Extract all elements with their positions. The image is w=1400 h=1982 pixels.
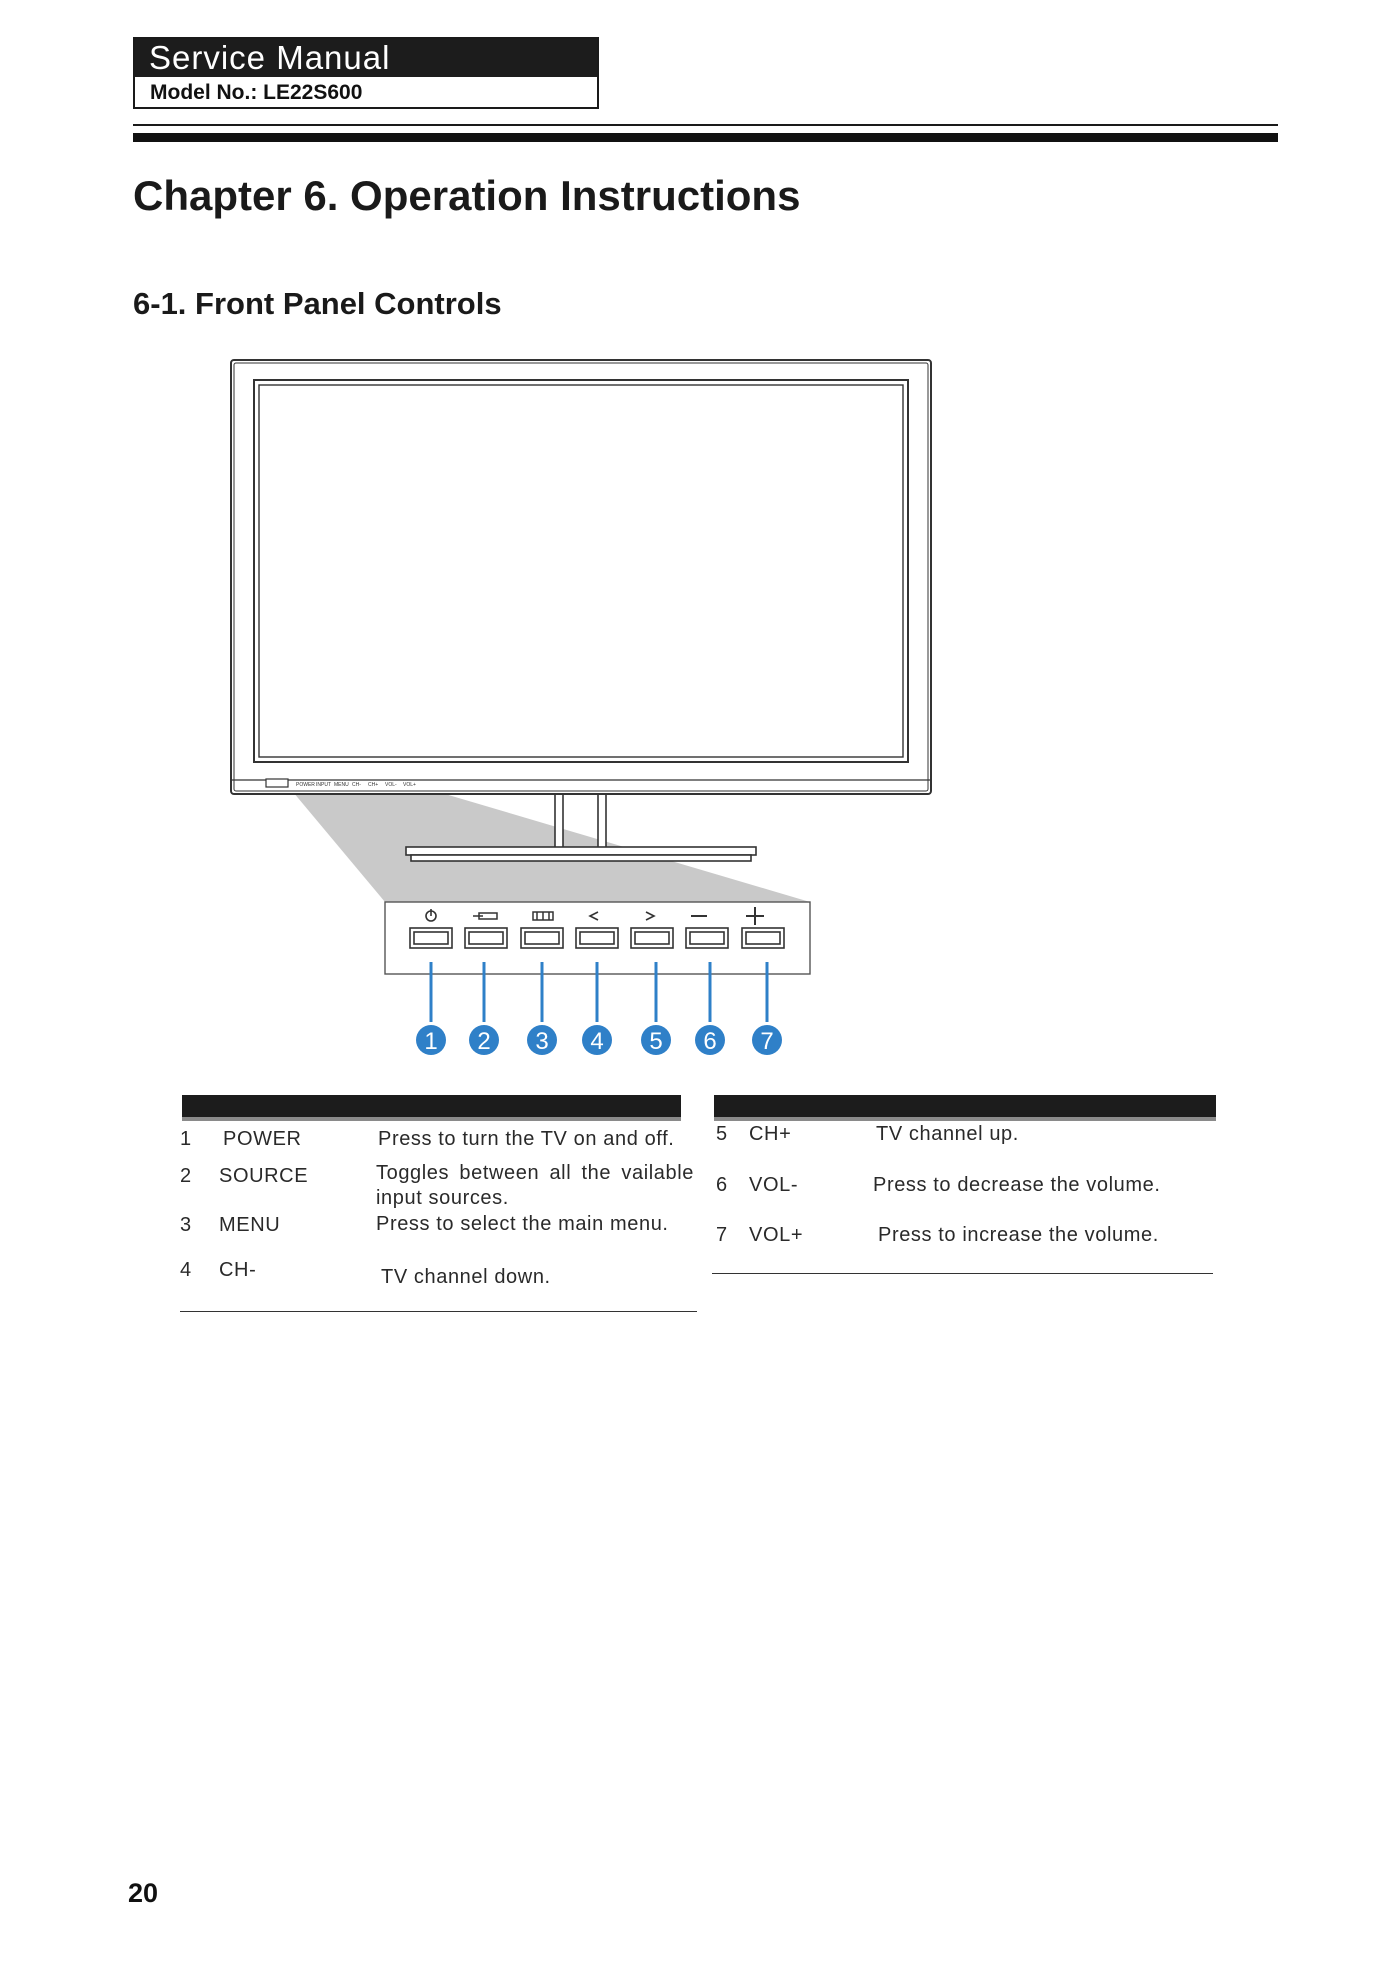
svg-text:2: 2: [477, 1028, 491, 1055]
tv-body: [231, 360, 931, 794]
bezel-label: VOL+: [403, 782, 416, 788]
callout-badge: [416, 1025, 446, 1055]
control-number: 3: [180, 1214, 192, 1236]
callout-badge: [695, 1025, 725, 1055]
control-name: VOL-: [749, 1174, 799, 1196]
control-number: 2: [180, 1165, 192, 1187]
panel-button: [465, 928, 507, 948]
control-name: MENU: [219, 1214, 281, 1236]
control-name: SOURCE: [219, 1165, 309, 1187]
bezel-label: VOL-: [385, 782, 397, 788]
control-description: Press to decrease the volume.: [873, 1174, 1161, 1196]
control-description: Press to turn the TV on and off.: [378, 1128, 675, 1150]
control-number: 6: [716, 1174, 728, 1196]
svg-text:1: 1: [424, 1028, 438, 1055]
svg-text:7: 7: [760, 1028, 774, 1055]
control-name: CH-: [219, 1259, 257, 1281]
bezel-label: POWER: [296, 782, 315, 788]
control-description: Press to select the main menu.: [376, 1213, 669, 1235]
section-title: 6-1. Front Panel Controls: [133, 286, 502, 321]
callout-badges: [416, 1025, 782, 1055]
control-name: POWER: [223, 1128, 302, 1150]
bezel-label: CH+: [368, 782, 379, 788]
left-table-header-bar: [182, 1095, 681, 1121]
panel-buttons: [410, 928, 784, 948]
control-number: 4: [180, 1259, 192, 1281]
header-rule-thick: [133, 133, 1278, 142]
bezel-label: MENU: [334, 782, 349, 788]
header-rule-thin: [133, 124, 1278, 126]
left-table-bottom-rule: [180, 1311, 697, 1312]
bezel-label: CH-: [352, 782, 361, 788]
panel-button: [576, 928, 618, 948]
panel-button: [410, 928, 452, 948]
page-number: 20: [128, 1878, 159, 1908]
zoom-projection: [288, 786, 810, 902]
callout-badge: [469, 1025, 499, 1055]
control-name: CH+: [749, 1123, 792, 1145]
bezel-label: INPUT: [316, 782, 331, 788]
manual-title: Service Manual: [135, 39, 597, 77]
model-number: Model No.: LE22S600: [150, 81, 363, 104]
panel-button: [686, 928, 728, 948]
control-number: 1: [180, 1128, 192, 1150]
control-number: 5: [716, 1123, 728, 1145]
callout-badge: [527, 1025, 557, 1055]
callout-badge: [752, 1025, 782, 1055]
control-description: TV channel down.: [381, 1266, 551, 1288]
panel-button: [631, 928, 673, 948]
callout-badge: [582, 1025, 612, 1055]
chapter-title: Chapter 6. Operation Instructions: [133, 172, 801, 219]
control-description: TV channel up.: [876, 1123, 1019, 1145]
svg-text:3: 3: [535, 1028, 549, 1055]
panel-button: [742, 928, 784, 948]
tv-front-panel-diagram: [200, 350, 960, 1070]
callout-badge: [641, 1025, 671, 1055]
right-table-header-bar: [714, 1095, 1216, 1121]
svg-text:6: 6: [703, 1028, 717, 1055]
panel-button: [521, 928, 563, 948]
right-table-bottom-rule: [712, 1273, 1213, 1274]
control-number: 7: [716, 1224, 728, 1246]
control-description: Press to increase the volume.: [878, 1224, 1159, 1246]
svg-text:4: 4: [590, 1028, 604, 1055]
control-name: VOL+: [749, 1224, 804, 1246]
control-description: Toggles between all the vailable input sources.: [376, 1162, 694, 1209]
svg-text:5: 5: [649, 1028, 663, 1055]
